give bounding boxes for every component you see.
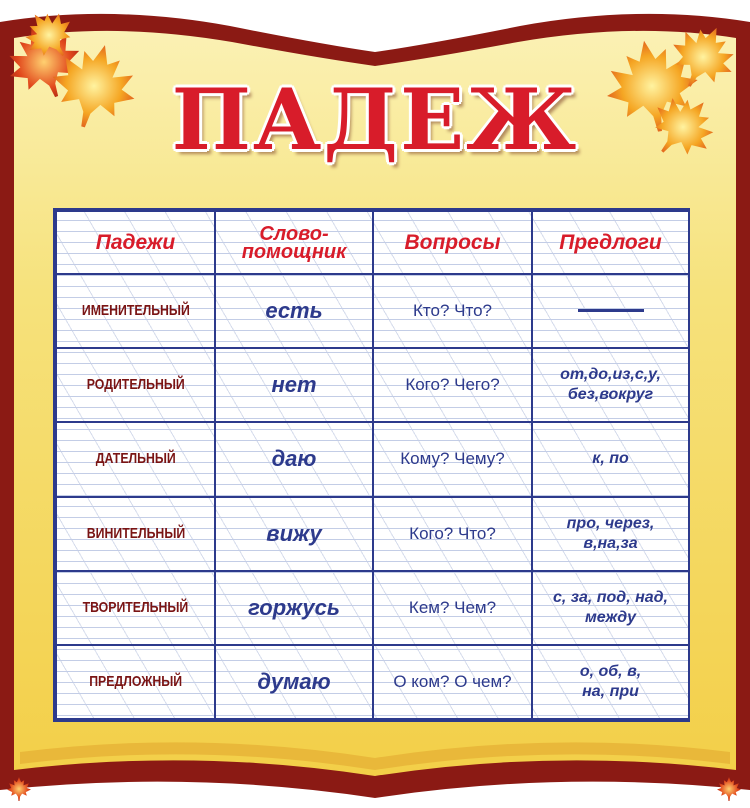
case-questions: Кого? Чего?: [405, 375, 500, 395]
prepositions-cell: [532, 645, 689, 719]
case-name: ПРЕДЛОЖНЫЙ: [89, 672, 182, 690]
header-case: Падежи: [56, 211, 215, 274]
case-questions: Кто? Что?: [413, 301, 492, 321]
helper-word: даю: [271, 446, 317, 472]
case-questions: Кого? Что?: [409, 523, 496, 543]
table-header-row: [56, 211, 689, 274]
prepositions-line: с, за, под, над,: [553, 588, 668, 606]
case-questions: Кем? Чем?: [408, 597, 497, 617]
table-row: [56, 645, 689, 719]
prepositions-line: к, по: [592, 450, 629, 468]
header-helper-line2: помощник: [241, 240, 347, 263]
page-title: ПАДЕЖ: [171, 70, 579, 169]
helper-word: горжусь: [248, 594, 340, 620]
table-row: [56, 497, 689, 571]
prepositions-line: без,вокруг: [567, 386, 654, 404]
case-name: ВИНИТЕЛЬНЫЙ: [86, 524, 185, 542]
header-prepositions: Предлоги: [532, 211, 689, 274]
table-row: [56, 274, 689, 348]
table-row: [56, 422, 689, 496]
case-table-sheet: [53, 208, 690, 722]
prepositions-line: про, через,: [566, 514, 655, 532]
case-name: ДАТЕЛЬНЫЙ: [95, 450, 176, 468]
prepositions-cell: [532, 422, 689, 496]
prepositions-line: в,на,за: [583, 534, 638, 552]
case-table: [55, 210, 690, 720]
prepositions-cell: [532, 571, 689, 645]
prepositions-cell: [532, 348, 689, 422]
helper-word: вижу: [266, 520, 322, 546]
prepositions-line: о, об, в,: [579, 662, 642, 680]
header-helper-line1: Слово-: [259, 222, 329, 245]
helper-word: думаю: [257, 668, 331, 694]
helper-word: есть: [265, 298, 323, 324]
table-row: [56, 348, 689, 422]
header-questions: Вопросы: [373, 211, 532, 274]
prepositions-line: на, при: [582, 682, 639, 700]
case-name: РОДИТЕЛЬНЫЙ: [86, 376, 185, 394]
prepositions-line: между: [584, 608, 637, 626]
case-name: ТВОРИТЕЛЬНЫЙ: [82, 598, 189, 616]
helper-word: нет: [271, 372, 317, 398]
prepositions-line: от,до,из,с,у,: [560, 366, 661, 384]
case-name: ИМЕНИТЕЛЬНЫЙ: [81, 302, 190, 320]
case-questions: О ком? О чем?: [393, 671, 512, 691]
no-prepositions-dash: [578, 309, 644, 312]
table-row: [56, 571, 689, 645]
case-questions: Кому? Чему?: [400, 449, 505, 469]
prepositions-cell: [532, 497, 689, 571]
header-helper: [215, 211, 373, 274]
